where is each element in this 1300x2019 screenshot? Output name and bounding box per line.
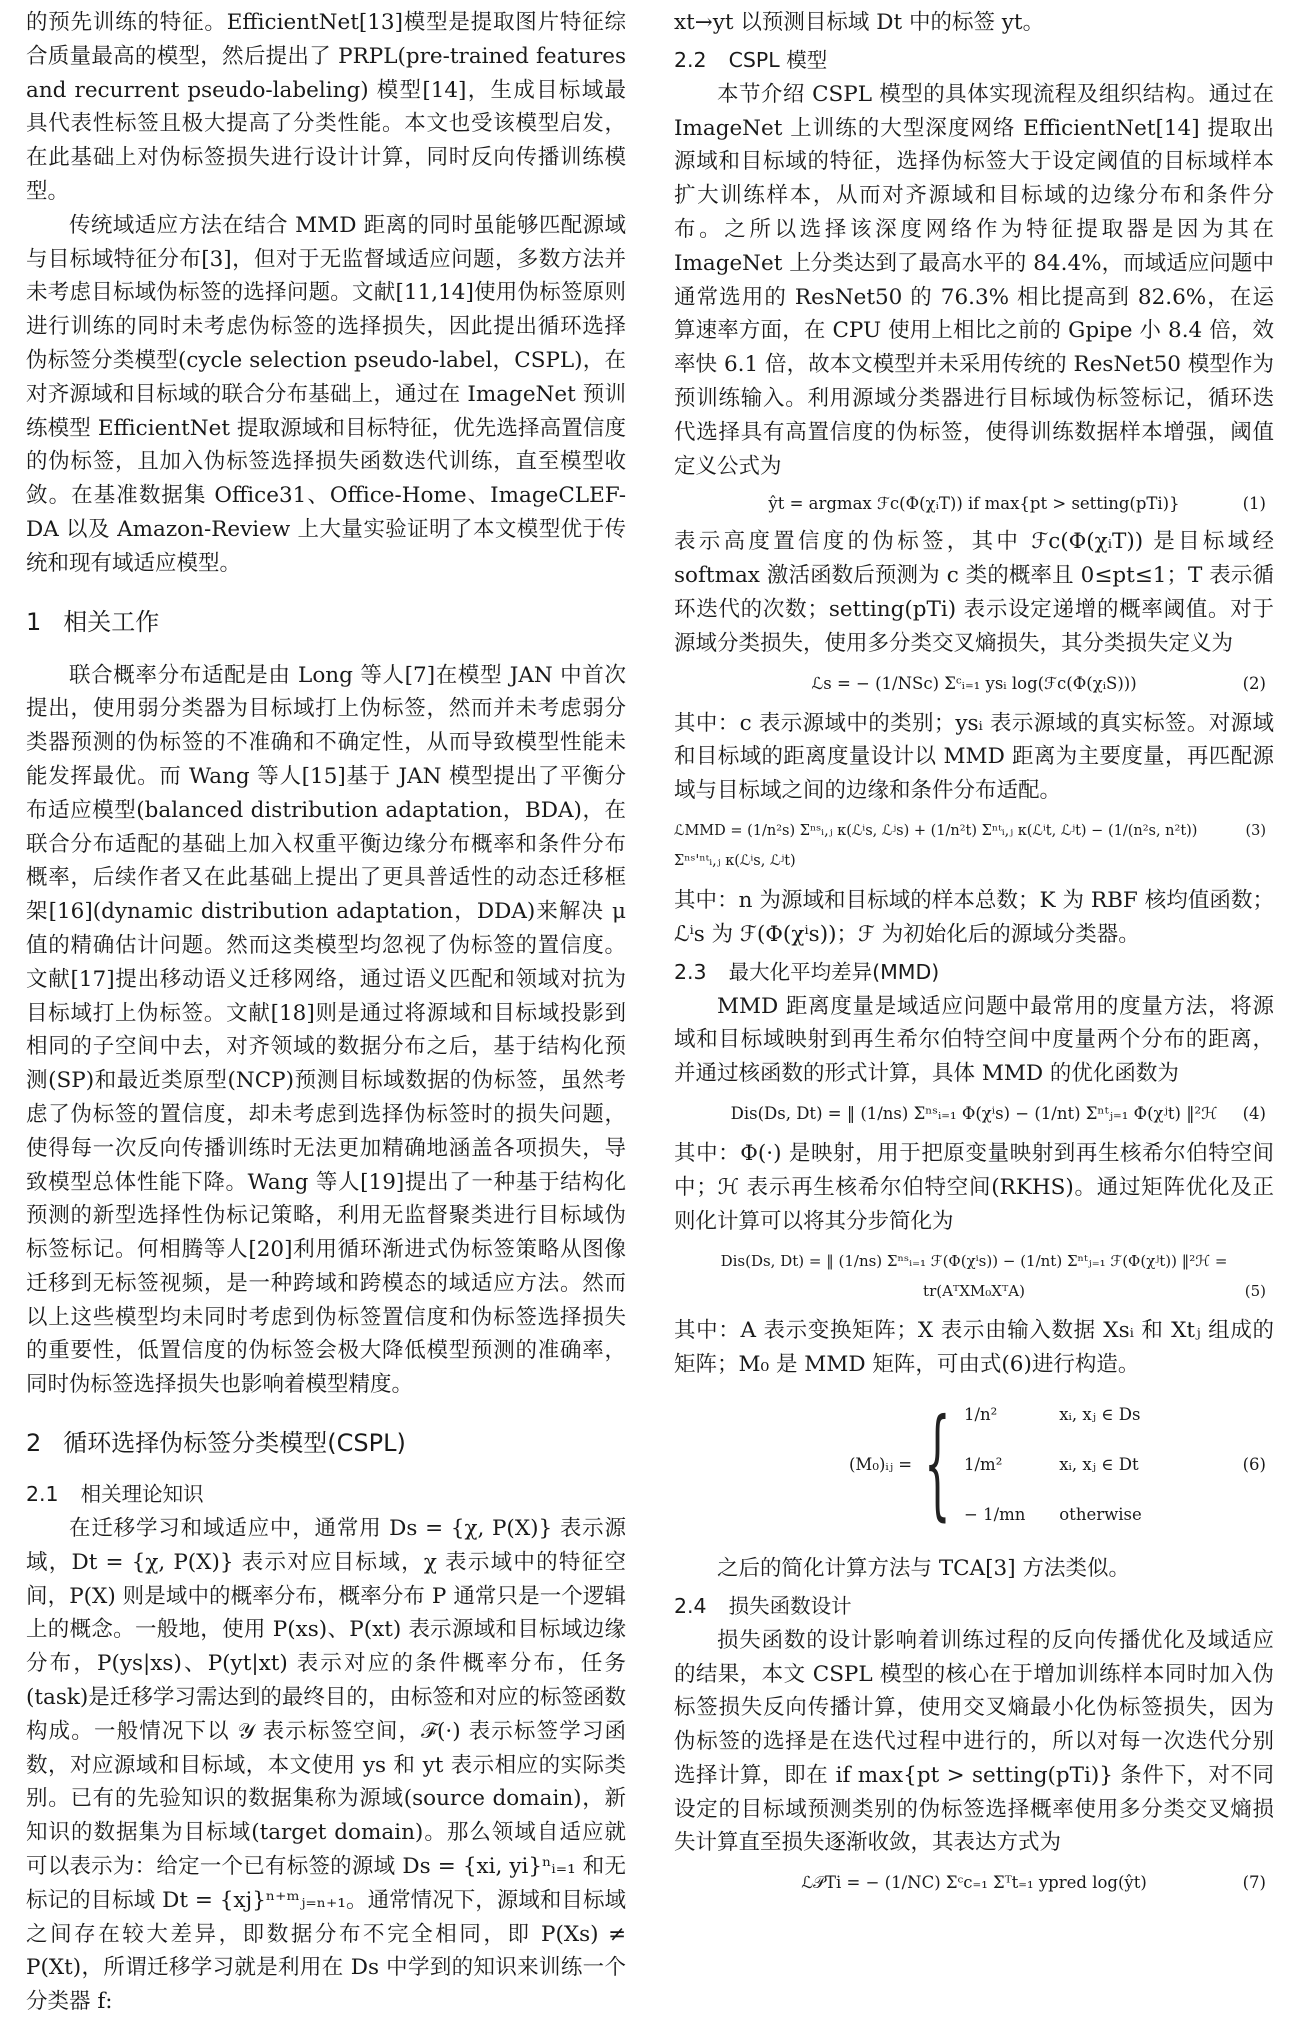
- equation-4-body: Dis(Ds, Dt) = ‖ (1/ns) Σⁿˢᵢ₌₁ Φ(χⁱs) − (1/nt) Σⁿᵗⱼ₌₁ Φ(χʲt) ‖²ℋ: [730, 1103, 1218, 1123]
- section-2-heading: [26, 1428, 626, 1458]
- equation-5-line-2: tr(AᵀXM₀XᵀA): [923, 1282, 1025, 1301]
- after-equation-2-paragraph: 其中：c 表示源域中的类别；ysᵢ 表示源域的真实标签。对源域和目标域的距离度量设计以 MMD 距离为主要度量，再匹配源域与目标域之间的边缘和条件分布适配。: [674, 710, 1274, 804]
- equation-6-lhs: (M₀)ᵢⱼ =: [849, 1454, 913, 1474]
- equation-6-case-1-value: 1/n²: [964, 1404, 998, 1424]
- equation-2-body: ℒs = − (1/NSc) Σᶜᵢ₌₁ ysᵢ log(ℱc(Φ(χᵢS))): [811, 673, 1137, 693]
- equation-2-number: (2): [1242, 673, 1266, 693]
- left-column: [26, 6, 626, 2019]
- equation-1-body: ŷt = argmax ℱc(Φ(χᵢT)) if max{pt > setting(pTi)}: [768, 494, 1180, 514]
- section-2-title: 循环选择伪标签分类模型(CSPL): [63, 1429, 406, 1458]
- equation-3: [674, 816, 1274, 876]
- section-2-2-number: 2.2: [674, 47, 707, 72]
- equation-4: [674, 1099, 1274, 1129]
- equation-6-case-2-value: 1/m²: [964, 1454, 1003, 1474]
- equation-5-line-1: Dis(Ds, Dt) = ‖ (1/ns) Σⁿˢᵢ₌₁ ℱ(Φ(χⁱs)) − (1/nt) Σⁿᵗⱼ₌₁ ℱ(Φ(χʲt)) ‖²ℋ =: [720, 1252, 1228, 1271]
- section-2-4-title: 损失函数设计: [728, 1593, 852, 1618]
- equation-7: [674, 1868, 1274, 1898]
- section-2-1-heading: [26, 1480, 626, 1508]
- right-column: [674, 6, 1274, 1906]
- equation-7-number: (7): [1242, 1873, 1266, 1893]
- section-2-3-title: 最大化平均差异(MMD): [728, 959, 940, 984]
- equation-6-case-1-condition: xᵢ, xⱼ ∈ Ds: [1059, 1404, 1141, 1424]
- equation-6-case-1: [964, 1402, 1284, 1428]
- equation-3-body: ℒMMD = (1/n²s) Σⁿˢᵢ,ⱼ κ(ℒⁱs, ℒʲs) + (1/n²t) Σⁿᵗᵢ,ⱼ κ(ℒⁱt, ℒʲt) − (1/(n²s, n²t)) Σⁿˢ'ⁿᵗᵢ,ⱼ κ(ℒⁱs, ℒʲt): [674, 822, 1198, 869]
- section-2-4-paragraph: 损失函数的设计影响着训练过程的反向传播优化及域适应的结果，本文 CSPL 模型的核心在于增加训练样本同时加入伪标签损失反向传播计算，使用交叉熵最小化伪标签损失，因为伪标签的选择是在迭代过程中进行的，所以对每一次迭代分别选择计算，即在 if max{pt > setting(pTi)} 条件下，对不同设定的目标域预测类别的伪标签选择概率使用多分类交叉熵损失计算直至损失逐渐收敛，其表达方式为: [674, 1627, 1274, 1856]
- continued-paragraph: xt→yt 以预测目标域 Dt 中的标签 yt。: [674, 10, 1045, 35]
- section-2-1-title: 相关理论知识: [80, 1482, 204, 1507]
- equation-4-number: (4): [1242, 1103, 1266, 1123]
- section-2-4-heading: [674, 1592, 1274, 1620]
- section-2-3-number: 2.3: [674, 959, 707, 984]
- equation-7-body: ℒ𝒫Ti = − (1/NC) Σᶜc₌₁ Σᵀt₌₁ ypred log(ŷt): [801, 1873, 1147, 1893]
- equation-5-number: (5): [1244, 1282, 1266, 1301]
- after-equation-6-paragraph: 之后的简化计算方法与 TCA[3] 方法类似。: [717, 1555, 1130, 1581]
- equation-6-piecewise: [674, 1392, 1274, 1542]
- after-equation-5-paragraph: 其中：A 表示变换矩阵；X 表示由输入数据 Xsᵢ 和 Xtⱼ 组成的矩阵；M₀ 是 MMD 矩阵，可由式(6)进行构造。: [674, 1318, 1274, 1378]
- intro-paragraph-2: 传统域适应方法在结合 MMD 距离的同时虽能够匹配源域与目标域特征分布[3]，但对于无监督域适应问题，多数方法并未考虑目标域伪标签的选择问题。文献[11,14]使用伪标签原则进行训练的同时未考虑伪标签的选择损失，因此提出循环选择伪标签分类模型(cycle selection pseudo-label，CSPL)，在对齐源域和目标域的联合分布基础上，通过在 ImageNet 预训练模型 EfficientNet 提取源域和目标特征，优先选择高置信度的伪标签，且加入伪标签选择损失函数迭代训练，直至模型收敛。在基准数据集 Office31、Office-Home、ImageCLEF-DA 以及 Amazon-Review 上大量实验证明了本文模型优于传统和现有域适应模型。: [26, 212, 626, 576]
- section-1-title: 相关工作: [63, 607, 160, 636]
- after-equation-4-paragraph: 其中：Φ(·) 是映射，用于把原变量映射到再生核希尔伯特空间中；ℋ 表示再生核希尔伯特空间(RKHS)。通过矩阵优化及正则化计算可以将其分步简化为: [674, 1140, 1274, 1234]
- section-1-paragraph: 联合概率分布适配是由 Long 等人[7]在模型 JAN 中首次提出，使用弱分类器为目标域打上伪标签，然而并未考虑弱分类器预测的伪标签的不准确和不确定性，从而导致模型性能未能发挥最优。而 Wang 等人[15]基于 JAN 模型提出了平衡分布适应模型(balanced distribution adaptation，BDA)，在联合分布适配的基础上加入权重平衡边缘分布概率和条件分布概率，后续作者又在此基础上提出了更具普适性的动态迁移框架[16](dynamic distribution adaptation，DDA)来解决 μ 值的精确估计问题。然而这类模型均忽视了伪标签的置信度。文献[17]提出移动语义迁移网络，通过语义匹配和领域对抗为目标域打上伪标签。文献[18]则是通过将源域和目标域投影到相同的子空间中去，对齐领域的数据分布之后，基于结构化预测(SP)和最近类原型(NCP)预测目标域数据的伪标签，虽然考虑了伪标签的置信度，却未考虑到选择伪标签时的损失问题，使得每一次反向传播训练时无法更加精确地涵盖各项损失，导致模型总体性能下降。Wang 等人[19]提出了一种基于结构化预测的新型选择性伪标记策略，利用无监督聚类进行目标域伪标签标记。何相腾等人[20]利用循环渐进式伪标签策略从图像迁移到无标签视频，是一种跨域和跨模态的域适应方法。然而以上这些模型均未同时考虑到伪标签置信度和伪标签选择损失的重要性，低置信度的伪标签会极大降低模型预测的准确率，同时伪标签选择损失也影响着模型精度。: [26, 662, 626, 1398]
- equation-3-number: (3): [1245, 822, 1266, 839]
- equation-6-number: (6): [1242, 1454, 1266, 1474]
- intro-paragraph-1: 的预先训练的特征。EfficientNet[13]模型是提取图片特征综合质量最高的模型，然后提出了 PRPL(pre-trained features and recurrent pseudo-labeling) 模型[14]，生成目标域最具代表性标签且极大提高了分类性能。本文也受该模型启发，在此基础上对伪标签损失进行设计计算，同时反向传播训练模型。: [26, 10, 626, 204]
- equation-6-case-2-condition: xᵢ, xⱼ ∈ Dt: [1059, 1454, 1139, 1474]
- equation-6-case-2: [964, 1452, 1284, 1478]
- equation-6-case-3-condition: otherwise: [1059, 1504, 1142, 1524]
- equation-2: [674, 669, 1274, 699]
- left-brace-icon: {: [924, 1393, 951, 1533]
- section-1-number: 1: [26, 607, 42, 636]
- after-equation-1-paragraph: 表示高度置信度的伪标签，其中 ℱc(Φ(χᵢT)) 是目标域经 softmax 激活函数后预测为 c 类的概率且 0≤pt≤1；T 表示循环迭代的次数；setting(pTi) 表示设定递增的概率阈值。对于源域分类损失，使用多分类交叉熵损失，其分类损失定义为: [674, 529, 1274, 656]
- section-2-3-heading: [674, 958, 1274, 986]
- section-2-2-heading: [674, 46, 1274, 74]
- section-2-3-paragraph: MMD 距离度量是域适应问题中最常用的度量方法，将源域和目标域映射到再生希尔伯特空间中度量两个分布的距离，并通过核函数的形式计算，具体 MMD 的优化函数为: [674, 993, 1274, 1087]
- section-1-heading: [26, 607, 626, 637]
- equation-6-case-3-value: − 1/mn: [964, 1504, 1026, 1524]
- equation-6-case-3: [964, 1502, 1284, 1528]
- section-2-number: 2: [26, 1429, 42, 1458]
- section-2-2-paragraph: 本节介绍 CSPL 模型的具体实现流程及组织结构。通过在 ImageNet 上训练的大型深度网络 EfficientNet[14] 提取出源域和目标域的特征，选择伪标签大于设定阈值的目标域样本扩大训练样本，从而对齐源域和目标域的边缘分布和条件分布。之所以选择该深度网络作为特征提取器是因为其在 ImageNet 上分类达到了最高水平的 84.4%，而域适应问题中通常选用的 ResNet50 的 76.3% 相比提高到 82.6%，在运算速率方面，在 CPU 使用上相比之前的 Gpipe 小 8.4 倍，效率快 6.1 倍，故本文模型并未采用传统的 ResNet50 模型作为预训练输入。利用源域分类器进行目标域伪标签标记，循环迭代选择具有高置信度的伪标签，使得训练数据样本增强，阈值定义公式为: [674, 81, 1274, 479]
- equation-1: [674, 491, 1274, 517]
- section-2-2-title: CSPL 模型: [728, 47, 828, 72]
- section-2-4-number: 2.4: [674, 1593, 707, 1618]
- equation-6: [674, 1392, 1274, 1542]
- section-2-1-number: 2.1: [26, 1482, 59, 1507]
- equation-1-number: (1): [1242, 494, 1266, 514]
- after-equation-3-paragraph: 其中：n 为源域和目标域的样本总数；K 为 RBF 核均值函数；ℒⁱs 为 ℱ(Φ(χⁱs))；ℱ 为初始化后的源域分类器。: [674, 887, 1274, 947]
- section-2-1-paragraph: 在迁移学习和域适应中，通常用 Ds = {χ, P(X)} 表示源域，Dt = {χ, P(X)} 表示对应目标域，χ 表示域中的特征空间，P(X) 则是域中的概率分布，概率分布 P 通常只是一个逻辑上的概念。一般地，使用 P(xs)、P(xt) 表示源域和目标域边缘分布，P(ys|xs)、P(yt|xt) 表示对应的条件概率分布，任务(task)是迁移学习需达到的最终目的，由标签和对应的标签函数构成。一般情况下以 𝒴 表示标签空间，ℱ(·) 表示标签学习函数，对应源域和目标域，本文使用 ys 和 yt 表示相应的实际类别。已有的先验知识的数据集称为源域(source domain)，新知识的数据集为目标域(target domain)。那么领域自适应就可以表示为：给定一个已有标签的源域 Ds = {xi, yi}ⁿᵢ₌₁ 和无标记的目标域 Dt = {xj}ⁿ⁺ᵐⱼ₌ₙ₊₁。通常情况下，源域和目标域之间存在较大差异，即数据分布不完全相同，即 P(Xs) ≠ P(Xt)，所谓迁移学习就是利用在 Ds 中学到的知识来训练一个分类器 f:: [26, 1516, 626, 2015]
- equation-5: [674, 1246, 1274, 1306]
